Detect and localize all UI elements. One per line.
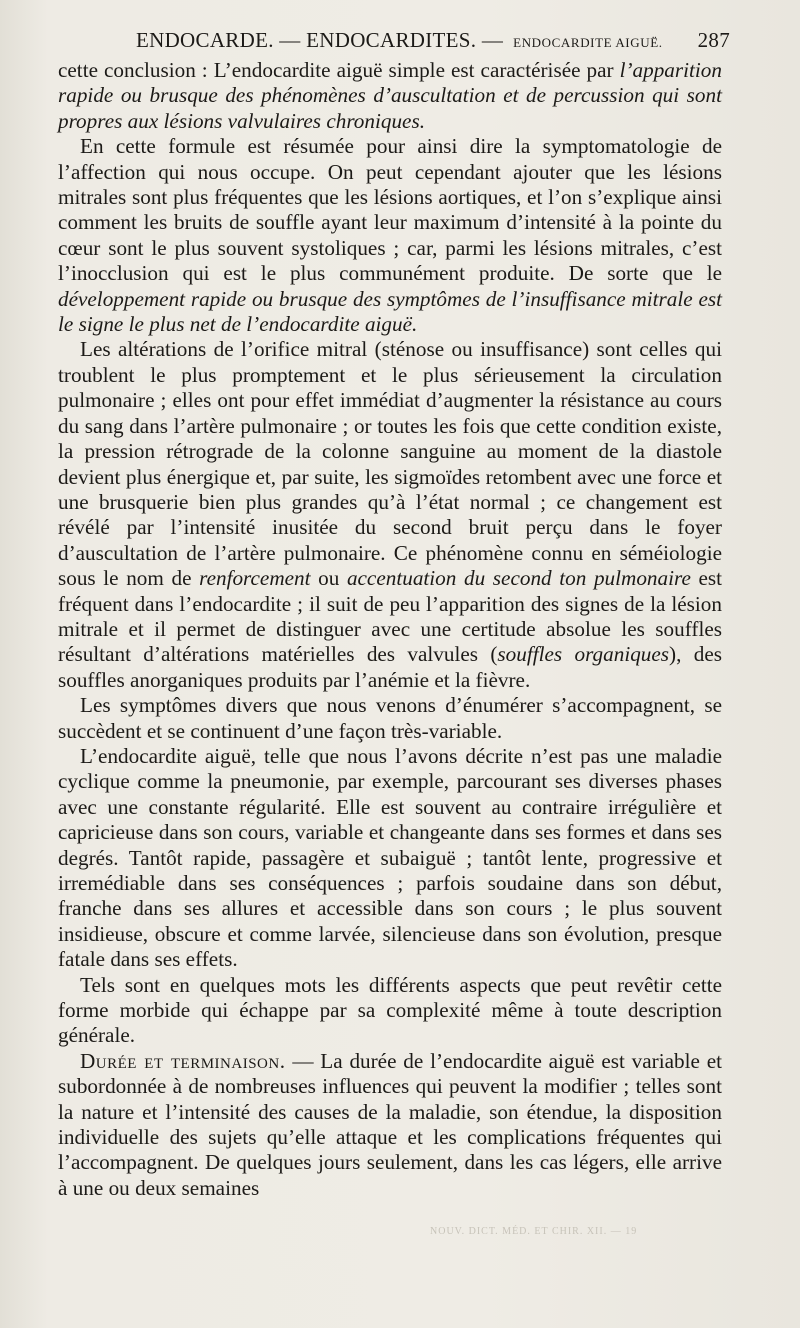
text-run: ), des souffles anorganiques produits par l’anémie et la fièvre. [58, 642, 722, 692]
italic-run: l’apparition rapide ou brusque des phénomènes d’auscultation et de percussion qui sont propres aux lésions valvulaires chroniques. [58, 58, 722, 133]
text-run: ou [310, 566, 347, 591]
paragraph-4 [58, 693, 722, 744]
page-number: 287 [697, 28, 730, 52]
running-head-subtitle: ENDOCARDITE AIGUË. [513, 35, 663, 50]
text-run: L’endocardite aiguë, telle que nous l’avons décrite n’est pas une maladie cyclique comme la pneumonie, par exemple, parcourant ses diverses phases avec une constante régularité. Elle est souvent au contraire irrégulière et capricieuse dans son cours, variable et changeante dans ses formes et dans ses degrés. Tantôt rapide, passagère et subaiguë ; tantôt lente, progressive et irremédiable dans ses conséquences ; parfois soudaine dans son début, franche dans ses allures et accessible dans son cours ; le plus souvent insidieuse, obscure et comme larvée, silencieuse dans son évolution, presque fatale dans ses effets. [58, 743, 722, 972]
italic-run: renforcement [199, 566, 311, 591]
paragraph-2 [58, 134, 722, 337]
paragraph-3 [58, 337, 722, 693]
body-text [58, 58, 722, 1201]
text-run: cette conclusion : L’endocardite aiguë simple est caractérisée par [58, 58, 620, 82]
text-run: est fréquent dans l’endocardite ; il suit de peu l’apparition des signes de la lésion mitrale et il permet de distinguer avec une certitude absolue les souffles résultant d’altérations matérielles des valvules ( [58, 566, 723, 667]
bleed-through-footer: NOUV. DICT. MÉD. ET CHIR. XII. — 19 [430, 1226, 638, 1237]
text-run: Les symptômes divers que nous venons d’énumérer s’accompagnent, se succèdent et se continuent d’une façon très-variable. [58, 693, 722, 743]
italic-run: souffles organiques [497, 642, 670, 667]
running-header [58, 28, 730, 56]
paragraph-6 [58, 973, 722, 1049]
section-heading: Durée et terminaison. [80, 1048, 286, 1073]
paragraph-5 [58, 744, 722, 973]
text-run: En cette formule est résumée pour ainsi dire la symptomatologie de l’affection qui nous occupe. On peut cependant ajouter que les lésions mitrales sont plus fréquentes que les lésions aortiques, et l’on s’explique ainsi comment les bruits de souffle ayant leur maximum d’intensité à la pointe du cœur sont le plus souvent systoliques ; car, parmi les lésions mitrales, c’est l’inocclusion qui est le plus communément produite. De sorte que le [58, 134, 722, 286]
text-run: — La durée de l’endocardite aiguë est variable et subordonnée à de nombreuses influences qui peuvent la modifier ; telles sont la nature et l’intensité des causes de la maladie, son étendue, la disposition individuelle des sujets qu’elle attaque et les complications fréquentes qui l’accompagnent. De quelques jours seulement, dans les cas légers, elle arrive à une ou deux semaines [58, 1048, 722, 1200]
paragraph-7 [58, 1049, 722, 1201]
text-run: Les altérations de l’orifice mitral (sténose ou insuffisance) sont celles qui troublent le plus promptement et le plus sérieusement la circulation pulmonaire ; elles ont pour effet immédiat d’augmenter la résistance au cours du sang dans l’artère pulmonaire ; or toutes les fois que cette condition existe, la pression rétrograde de la colonne sanguine au moment de la diastole devient plus énergique et, par suite, les sigmoïdes retombent avec une force et une brusquerie bien plus grandes qu’à l’état normal ; ce changement est révélé par l’intensité inusitée du second bruit perçu dans le foyer d’auscultation de l’artère pulmonaire. Ce phénomène connu en séméiologie sous le nom de [58, 337, 722, 591]
running-head-title: ENDOCARDE. — ENDOCARDITES. — [136, 28, 504, 52]
paragraph-1 [58, 58, 722, 134]
italic-run: développement rapide ou brusque des symptômes de l’insuffisance mitrale est le signe le plus net de l’endocardite aiguë. [58, 286, 722, 337]
italic-run: accentuation du second ton pulmonaire [346, 566, 691, 591]
text-run: Tels sont en quelques mots les différents aspects que peut revêtir cette forme morbide qui échappe par sa complexité même à toute description générale. [58, 972, 722, 1048]
